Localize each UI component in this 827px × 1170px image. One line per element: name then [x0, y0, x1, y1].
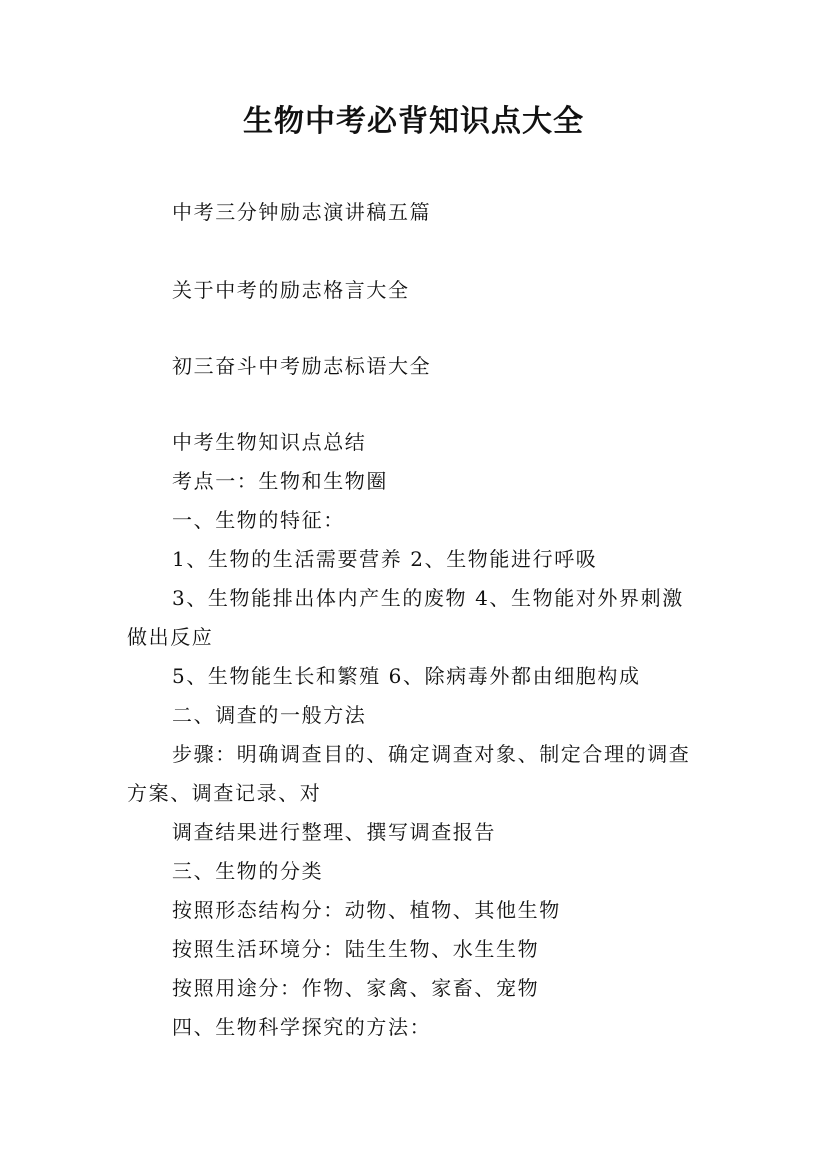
document-title: 生物中考必背知识点大全 — [243, 104, 584, 139]
text-line: 做出反应 — [127, 625, 214, 649]
text-line: 调查结果进行整理、撰写调查报告 — [172, 820, 496, 844]
text-line: 3、生物能排出体内产生的废物 4、生物能对外界刺激 — [172, 586, 684, 610]
text-line: 1、生物的生活需要营养 2、生物能进行呼吸 — [172, 547, 598, 571]
related-link-2[interactable]: 关于中考的励志格言大全 — [172, 278, 410, 302]
text-line: 三、生物的分类 — [172, 859, 324, 883]
related-link-1[interactable]: 中考三分钟励志演讲稿五篇 — [172, 200, 432, 224]
section-heading: 中考生物知识点总结 — [172, 430, 367, 454]
text-line: 按照生活环境分：陆生生物、水生生物 — [172, 937, 540, 961]
text-line: 按照形态结构分：动物、植物、其他生物 — [172, 898, 561, 922]
text-line: 5、生物能生长和繁殖 6、除病毒外都由细胞构成 — [172, 664, 641, 688]
text-line: 按照用途分：作物、家禽、家畜、宠物 — [172, 976, 540, 1000]
related-link-3[interactable]: 初三奋斗中考励志标语大全 — [172, 354, 432, 378]
text-line: 方案、调查记录、对 — [127, 781, 322, 805]
text-line: 考点一：生物和生物圈 — [172, 469, 388, 493]
text-line: 一、生物的特征： — [172, 508, 345, 532]
text-line: 四、生物科学探究的方法： — [172, 1015, 432, 1039]
text-line: 步骤：明确调查目的、确定调查对象、制定合理的调查 — [172, 742, 691, 766]
text-line: 二、调查的一般方法 — [172, 703, 367, 727]
